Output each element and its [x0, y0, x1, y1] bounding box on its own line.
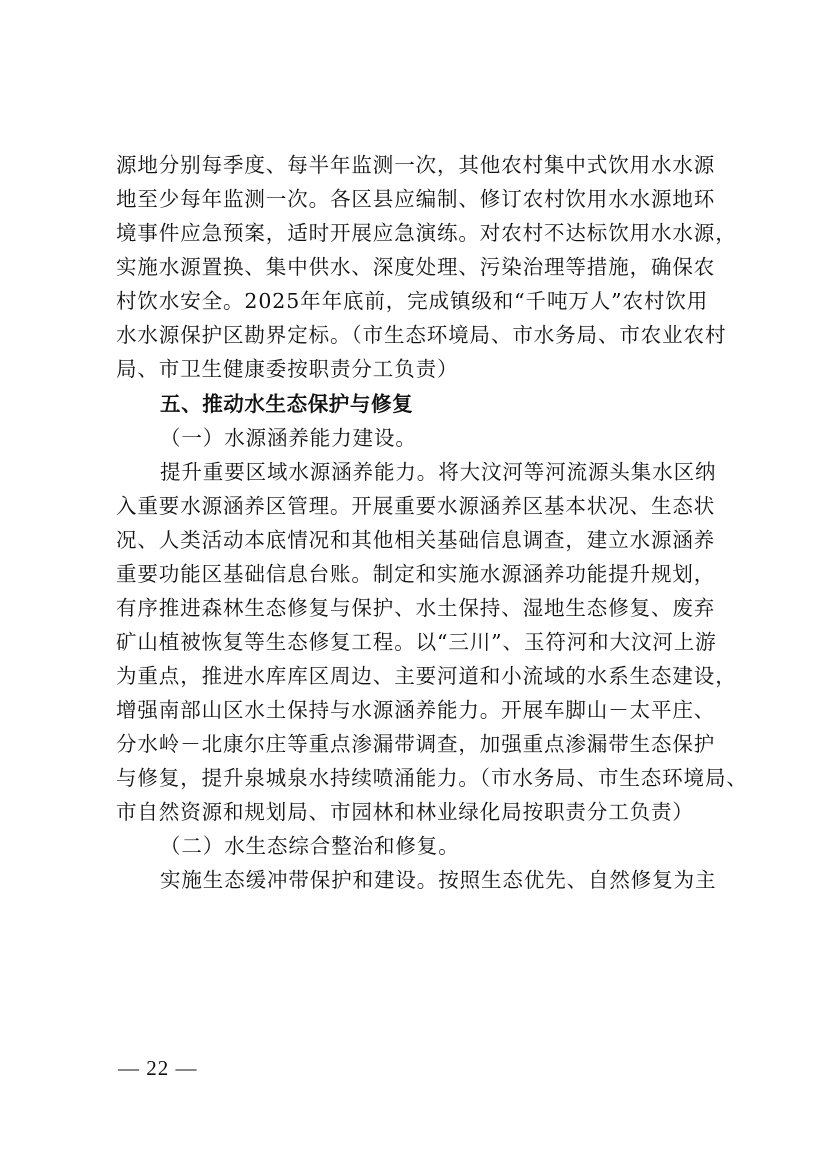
body-line: 提升重要区域水源涵养能力。将大汶河等河流源头集水区纳 [160, 460, 717, 484]
section-heading: 五、推动水生态保护与修复 [160, 392, 414, 416]
subsection-heading: （一）水源涵养能力建设。 [160, 426, 417, 450]
body-line: 境事件应急预案，适时开展应急演练。对农村不达标饮用水水源， [116, 221, 737, 245]
body-line: 实施生态缓冲带保护和建设。按照生态优先、自然修复为主 [160, 868, 717, 892]
page-number: — 22 — [118, 1056, 198, 1080]
body-line: 村饮水安全。2025年年底前，完成镇级和“千吨万人”农村饮用 [116, 289, 709, 313]
body-line: 为重点，推进水库库区周边、主要河道和小流域的水系生态建设， [116, 664, 737, 688]
body-line: 局、市卫生健康委按职责分工负责） [116, 357, 459, 381]
subsection-heading: （二）水生态综合整治和修复。 [160, 834, 460, 858]
body-line: 重要功能区基础信息台账。制定和实施水源涵养功能提升规划， [116, 562, 716, 586]
body-line: 矿山植被恢复等生态修复工程。以“三川”、玉符河和大汶河上游 [116, 630, 717, 654]
body-line: 况、人类活动本底情况和其他相关基础信息调查，建立水源涵养 [116, 528, 716, 552]
body-line: 有序推进森林生态修复与保护、水土保持、湿地生态修复、废弃 [116, 596, 716, 620]
body-line: 水水源保护区勘界定标。（市生态环境局、市水务局、市农业农村 [116, 323, 727, 347]
body-line: 地至少每年监测一次。各区县应编制、修订农村饮用水水源地环 [116, 187, 716, 211]
body-line: 实施水源置换、集中供水、深度处理、污染治理等措施，确保农 [116, 255, 716, 279]
body-line: 增强南部山区水土保持与水源涵养能力。开展车脚山－太平庄、 [116, 698, 716, 722]
body-line: 入重要水源涵养区管理。开展重要水源涵养区基本状况、生态状 [116, 494, 716, 518]
body-line: 与修复，提升泉城泉水持续喷涌能力。（市水务局、市生态环境局、 [116, 766, 748, 790]
body-line: 市自然资源和规划局、市园林和林业绿化局按职责分工负责） [116, 800, 694, 824]
body-line: 分水岭－北康尔庄等重点渗漏带调查，加强重点渗漏带生态保护 [116, 732, 716, 756]
body-line: 源地分别每季度、每半年监测一次，其他农村集中式饮用水水源 [116, 153, 716, 177]
